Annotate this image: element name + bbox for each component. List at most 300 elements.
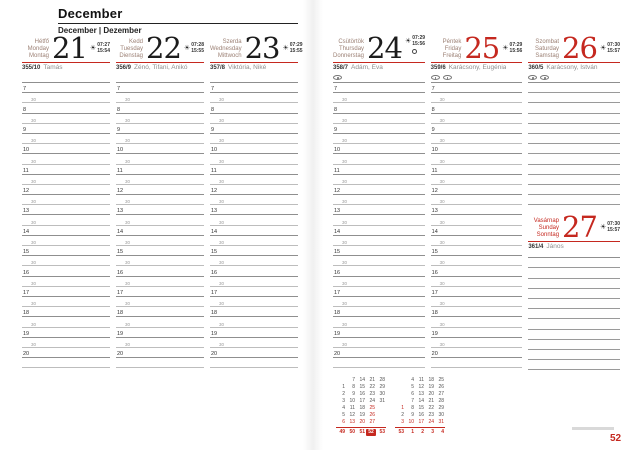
hour-label: 14 (117, 228, 124, 235)
day-number: 25 (464, 31, 500, 65)
week-number: 50 (349, 429, 355, 435)
nameday-names: Ádám, Éva (351, 64, 383, 71)
time-slot (431, 317, 523, 327)
notes-line (528, 103, 620, 113)
time-slot (333, 205, 425, 215)
time-slot (210, 154, 298, 164)
half-hour-label: 30 (342, 240, 348, 245)
day-number: 27 (562, 210, 597, 245)
mini-calendar-date: 25 (369, 405, 375, 411)
time-slot (210, 328, 298, 338)
time-slot (431, 144, 523, 154)
mini-calendar-date: 1 (342, 384, 345, 390)
day-subheader (528, 64, 620, 73)
time-slot (22, 358, 110, 368)
hour-label: 16 (117, 269, 124, 276)
mini-calendar-date: 16 (359, 391, 365, 397)
half-hour-label: 30 (219, 97, 225, 103)
half-hour-label: 30 (219, 321, 225, 327)
hour-label: 17 (117, 289, 124, 296)
mini-calendar-week-numbers (336, 427, 386, 436)
sun-times (607, 42, 620, 54)
time-slot (22, 165, 110, 175)
time-slot (210, 215, 298, 225)
time-slot (22, 256, 110, 266)
hour-label: 12 (334, 188, 341, 195)
day-name: Mittwoch (217, 53, 242, 59)
time-slot (333, 215, 425, 225)
time-slot (116, 338, 204, 348)
mini-calendar-date: 15 (418, 405, 424, 411)
mini-calendar-date: 5 (411, 384, 414, 390)
hour-label: 15 (23, 249, 30, 256)
hour-label: 12 (431, 188, 438, 195)
mini-calendar-date (376, 412, 386, 419)
hour-label: 18 (211, 310, 218, 317)
time-slot (333, 328, 425, 338)
time-slot (116, 165, 204, 175)
half-hour-label: 30 (31, 117, 37, 123)
time-slot (116, 124, 204, 134)
holiday-icon (528, 75, 537, 80)
day-column-23 (210, 30, 303, 368)
time-slot (333, 165, 425, 175)
sun-icon: ☀ (502, 44, 509, 52)
nameday-names: Zénó, Tifani, Anikó (134, 64, 188, 71)
mini-calendar-week-numbers (395, 427, 445, 436)
hour-label: 7 (23, 86, 27, 93)
notes-line (528, 299, 620, 309)
half-hour-label: 30 (342, 158, 348, 164)
mini-calendar-date (376, 419, 386, 426)
hour-label: 9 (211, 126, 215, 133)
mini-calendar-date: 29 (379, 384, 385, 390)
mini-calendar-date: 11 (349, 405, 355, 411)
mini-calendar-date: 8 (411, 405, 414, 411)
half-hour-label: 30 (439, 97, 445, 103)
day-header-25 (431, 30, 523, 82)
hour-label: 9 (334, 126, 338, 133)
hour-label: 15 (117, 249, 124, 256)
half-hour-label: 30 (439, 199, 445, 205)
mini-calendar-date: 24 (369, 398, 375, 404)
mini-calendar-date: 5 (342, 412, 345, 418)
mini-calendar-date: 14 (418, 398, 424, 404)
half-hour-label: 30 (125, 240, 131, 245)
time-slot (210, 246, 298, 256)
half-hour-label: 30 (342, 117, 348, 123)
mini-calendar-date: 15 (359, 384, 365, 390)
hour-label: 18 (23, 310, 30, 317)
sunrise-time: 07:29 (412, 35, 426, 41)
year-label: 2026 (598, 4, 630, 18)
time-slot (22, 287, 110, 297)
notes-line (528, 360, 620, 370)
time-slot (431, 175, 523, 185)
day-column-24 (333, 30, 425, 370)
time-slot (116, 236, 204, 246)
time-slot (333, 256, 425, 266)
time-slot (22, 103, 110, 113)
sunrise-sunset (184, 42, 204, 54)
day-name: Wednesday (210, 46, 242, 52)
hour-label: 11 (23, 167, 29, 174)
mini-calendar-date (395, 398, 405, 405)
day-column-25 (431, 30, 523, 370)
mini-calendar-date: 30 (438, 412, 444, 418)
day-of-week-labels (528, 39, 559, 60)
notes-line (528, 114, 620, 124)
hour-label: 13 (431, 208, 438, 215)
hour-label: 13 (334, 208, 341, 215)
time-slot (22, 195, 110, 205)
mini-calendar-date (395, 384, 405, 391)
half-hour-label: 30 (219, 240, 225, 245)
mini-calendar-date: 9 (411, 412, 414, 418)
mini-calendar-date: 22 (369, 384, 375, 390)
mini-calendar-date: 24 (428, 419, 434, 425)
mini-calendar-date: 29 (438, 405, 444, 411)
time-slot (210, 317, 298, 327)
hour-label: 19 (431, 330, 438, 337)
hour-label: 20 (334, 351, 341, 358)
hour-label: 11 (334, 167, 340, 174)
time-slot (210, 124, 298, 134)
week-number: 4 (441, 429, 444, 435)
hour-label: 11 (431, 167, 438, 174)
time-slot (210, 93, 298, 103)
time-slot (210, 134, 298, 144)
hour-label: 16 (334, 269, 341, 276)
half-hour-label: 30 (439, 240, 445, 245)
mini-calendar-date (336, 377, 346, 384)
time-slot (210, 307, 298, 317)
time-slot (210, 236, 298, 246)
mini-calendar-date: 13 (349, 419, 355, 425)
holiday-icon (333, 75, 342, 80)
hour-label: 10 (431, 147, 438, 154)
day-number: 26 (562, 31, 597, 65)
mini-calendar-date: 3 (342, 398, 345, 404)
time-slot (116, 277, 204, 287)
hour-label: 8 (211, 106, 215, 113)
time-slot (431, 124, 523, 134)
sunrise-sunset (90, 42, 110, 54)
hour-label: 13 (23, 208, 30, 215)
sun-times-block (405, 35, 425, 60)
hour-label: 10 (117, 147, 124, 154)
hour-label: 19 (334, 330, 341, 337)
half-hour-label: 30 (125, 178, 131, 184)
time-slot (333, 307, 425, 317)
time-slot (210, 358, 298, 368)
mini-calendar-date: 12 (418, 384, 424, 390)
mini-calendar-date: 14 (359, 377, 365, 383)
mini-calendar-date: 17 (359, 398, 365, 404)
mini-calendar-date: 31 (438, 419, 444, 425)
time-slot (116, 93, 204, 103)
time-grid (22, 82, 110, 368)
half-hour-label: 30 (125, 219, 131, 225)
sun-times (607, 221, 620, 233)
half-hour-label: 30 (219, 199, 225, 205)
time-slot (333, 226, 425, 236)
time-slot (333, 287, 425, 297)
mini-calendar-date: 9 (352, 391, 355, 397)
time-slot (431, 256, 523, 266)
half-hour-label: 30 (342, 260, 348, 266)
time-slot (431, 266, 523, 276)
mini-calendar-date: 18 (359, 405, 365, 411)
mini-calendar-date: 4 (342, 405, 345, 411)
hour-label: 14 (23, 228, 30, 235)
notes-line (528, 309, 620, 319)
sunset-time: 15:56 (412, 41, 426, 47)
time-slot (333, 93, 425, 103)
mini-calendar-dates (395, 377, 445, 426)
time-slot (431, 185, 523, 195)
time-slot (116, 348, 204, 358)
time-slot (431, 154, 523, 164)
time-slot (431, 165, 523, 175)
day-name: Szombat (535, 39, 560, 45)
day-header-26 (528, 30, 620, 82)
day-subheader (210, 64, 298, 73)
time-slot (22, 154, 110, 164)
half-hour-label: 30 (219, 178, 225, 184)
time-slot (431, 277, 523, 287)
day-of-year-ordinal: 357/8 (210, 65, 226, 71)
mini-calendar-date: 6 (411, 391, 414, 397)
page-edge-shadow (572, 427, 614, 430)
time-slot (22, 134, 110, 144)
notes-line (528, 154, 620, 164)
time-slot (210, 195, 298, 205)
time-grid (333, 82, 425, 368)
hour-label: 16 (23, 269, 30, 276)
sunrise-time: 07:29 (509, 42, 523, 48)
mini-calendar-date: 17 (418, 419, 424, 425)
mini-calendar-date: 19 (428, 384, 434, 390)
time-slot (431, 348, 523, 358)
time-slot (116, 134, 204, 144)
day-of-year-ordinal: 356/9 (116, 65, 132, 71)
hour-label: 13 (117, 208, 124, 215)
time-slot (333, 338, 425, 348)
half-hour-label: 30 (31, 260, 37, 266)
half-hour-label: 30 (219, 341, 225, 347)
mini-calendar-date: 28 (379, 377, 385, 383)
sunrise-time: 07:29 (289, 42, 303, 48)
half-hour-label: 30 (31, 341, 37, 347)
notes-grid (528, 82, 620, 205)
time-slot (431, 328, 523, 338)
time-slot (210, 297, 298, 307)
notes-line (528, 93, 620, 103)
time-slot (333, 144, 425, 154)
half-hour-label: 30 (439, 301, 445, 307)
sunset-time: 15:57 (607, 227, 621, 234)
nameday-names: János (546, 243, 564, 251)
sunrise-sunset (502, 42, 522, 54)
notes-line (528, 319, 620, 329)
time-slot (116, 103, 204, 113)
mini-calendar-date: 27 (369, 419, 375, 425)
month-subtitle: December | Dezember (58, 26, 142, 35)
sunrise-sunset (600, 42, 620, 54)
time-slot (116, 266, 204, 276)
sun-times-block (600, 42, 620, 60)
day-name: Saturday (535, 46, 560, 52)
hour-label: 20 (117, 351, 124, 358)
half-hour-label: 30 (342, 341, 348, 347)
half-hour-label: 30 (342, 178, 348, 184)
sunrise-sunset (405, 35, 425, 47)
sun-icon: ☀ (282, 44, 289, 52)
sunrise-time: 07:30 (607, 221, 621, 228)
time-grid (210, 82, 298, 368)
sunset-time: 15:56 (509, 48, 523, 54)
nameday-names: Viktória, Niké (228, 64, 267, 71)
sun-times (191, 42, 204, 54)
holiday-icon (431, 75, 440, 80)
time-slot (22, 114, 110, 124)
mini-calendar-date: 26 (369, 412, 375, 418)
time-slot (431, 307, 523, 317)
notes-line (528, 330, 620, 340)
hour-label: 7 (431, 86, 435, 93)
time-slot (116, 246, 204, 256)
half-hour-label: 30 (342, 219, 348, 225)
hour-label: 10 (211, 147, 218, 154)
day-header-21 (22, 30, 110, 82)
time-slot (22, 338, 110, 348)
mini-calendar-date: 18 (428, 377, 434, 383)
hour-label: 14 (211, 228, 218, 235)
notes-line (528, 340, 620, 350)
week-number: 49 (339, 429, 345, 435)
holiday-icon-row (528, 75, 620, 81)
time-slot (333, 266, 425, 276)
day-number: 23 (244, 31, 280, 65)
hour-label: 16 (431, 269, 438, 276)
mini-month-calendars (336, 377, 445, 436)
mini-calendar-date: 23 (369, 391, 375, 397)
hour-label: 16 (211, 269, 218, 276)
notes-line (528, 279, 620, 289)
day-subheader (116, 64, 204, 73)
half-hour-label: 30 (342, 138, 348, 144)
mini-calendar-date: 12 (349, 412, 355, 418)
half-hour-label: 30 (439, 321, 445, 327)
half-hour-label: 30 (219, 158, 225, 164)
day-number: 21 (52, 31, 87, 65)
time-slot (431, 195, 523, 205)
mini-calendar-date: 30 (379, 391, 385, 397)
notes-line (528, 268, 620, 278)
mini-calendar-date: 13 (418, 391, 424, 397)
time-slot (22, 205, 110, 215)
day-of-week-labels (431, 39, 462, 60)
hour-label: 17 (211, 289, 218, 296)
sunrise-time: 07:27 (97, 42, 110, 48)
half-hour-label: 30 (125, 301, 131, 307)
day-name: Freitag (442, 53, 462, 59)
time-slot (333, 154, 425, 164)
hour-label: 8 (23, 106, 27, 113)
mini-calendar-dates (336, 377, 386, 426)
time-slot (116, 185, 204, 195)
notes-line (528, 124, 620, 134)
time-slot (210, 256, 298, 266)
half-hour-label: 30 (219, 301, 225, 307)
day-subheader (528, 243, 620, 252)
day-subheader (22, 64, 110, 73)
day-subheader (333, 64, 425, 73)
day-of-year-ordinal: 355/10 (22, 65, 41, 71)
time-slot (210, 205, 298, 215)
mini-calendar-date: 7 (411, 398, 414, 404)
time-slot (116, 307, 204, 317)
day-name: Donnerstag (333, 53, 365, 59)
half-hour-label: 30 (31, 199, 37, 205)
hour-label: 13 (211, 208, 218, 215)
time-slot (333, 297, 425, 307)
hour-label: 9 (23, 126, 27, 133)
time-slot (22, 328, 110, 338)
hour-label: 12 (117, 188, 124, 195)
hour-label: 17 (431, 289, 438, 296)
notes-line (528, 83, 620, 93)
notes-line (528, 289, 620, 299)
day-header-row (116, 30, 204, 65)
hour-label: 19 (23, 330, 30, 337)
day-header-24 (333, 30, 425, 82)
year-week-box-right (598, 4, 630, 29)
sunset-time: 15:57 (607, 48, 621, 54)
mini-calendar-date: 28 (438, 398, 444, 404)
half-hour-label: 30 (125, 117, 131, 123)
mini-calendar-date: 7 (352, 377, 355, 383)
day-of-week-labels (333, 39, 364, 60)
half-hour-label: 30 (31, 219, 37, 225)
time-slot (22, 175, 110, 185)
time-slot (431, 83, 523, 93)
half-hour-label: 30 (439, 178, 445, 184)
mini-calendar-date: 20 (428, 391, 434, 397)
day-name: Friday (444, 46, 462, 52)
notes-line (528, 144, 620, 154)
half-hour-label: 30 (31, 301, 37, 307)
sunrise-time: 07:30 (607, 42, 621, 48)
time-slot (22, 124, 110, 134)
time-slot (22, 297, 110, 307)
time-slot (116, 175, 204, 185)
half-hour-label: 30 (439, 341, 445, 347)
half-hour-label: 30 (342, 280, 348, 286)
hour-label: 17 (23, 289, 30, 296)
hour-label: 19 (211, 330, 218, 337)
day-name: Vasárnap (533, 218, 560, 225)
time-slot (333, 83, 425, 93)
day-of-year-ordinal: 360/5 (528, 65, 544, 71)
notes-line (528, 175, 620, 185)
half-hour-label: 30 (439, 219, 445, 225)
sun-icon: ☀ (89, 44, 97, 52)
time-slot (116, 358, 204, 368)
time-slot (333, 185, 425, 195)
notes-line (528, 134, 620, 144)
